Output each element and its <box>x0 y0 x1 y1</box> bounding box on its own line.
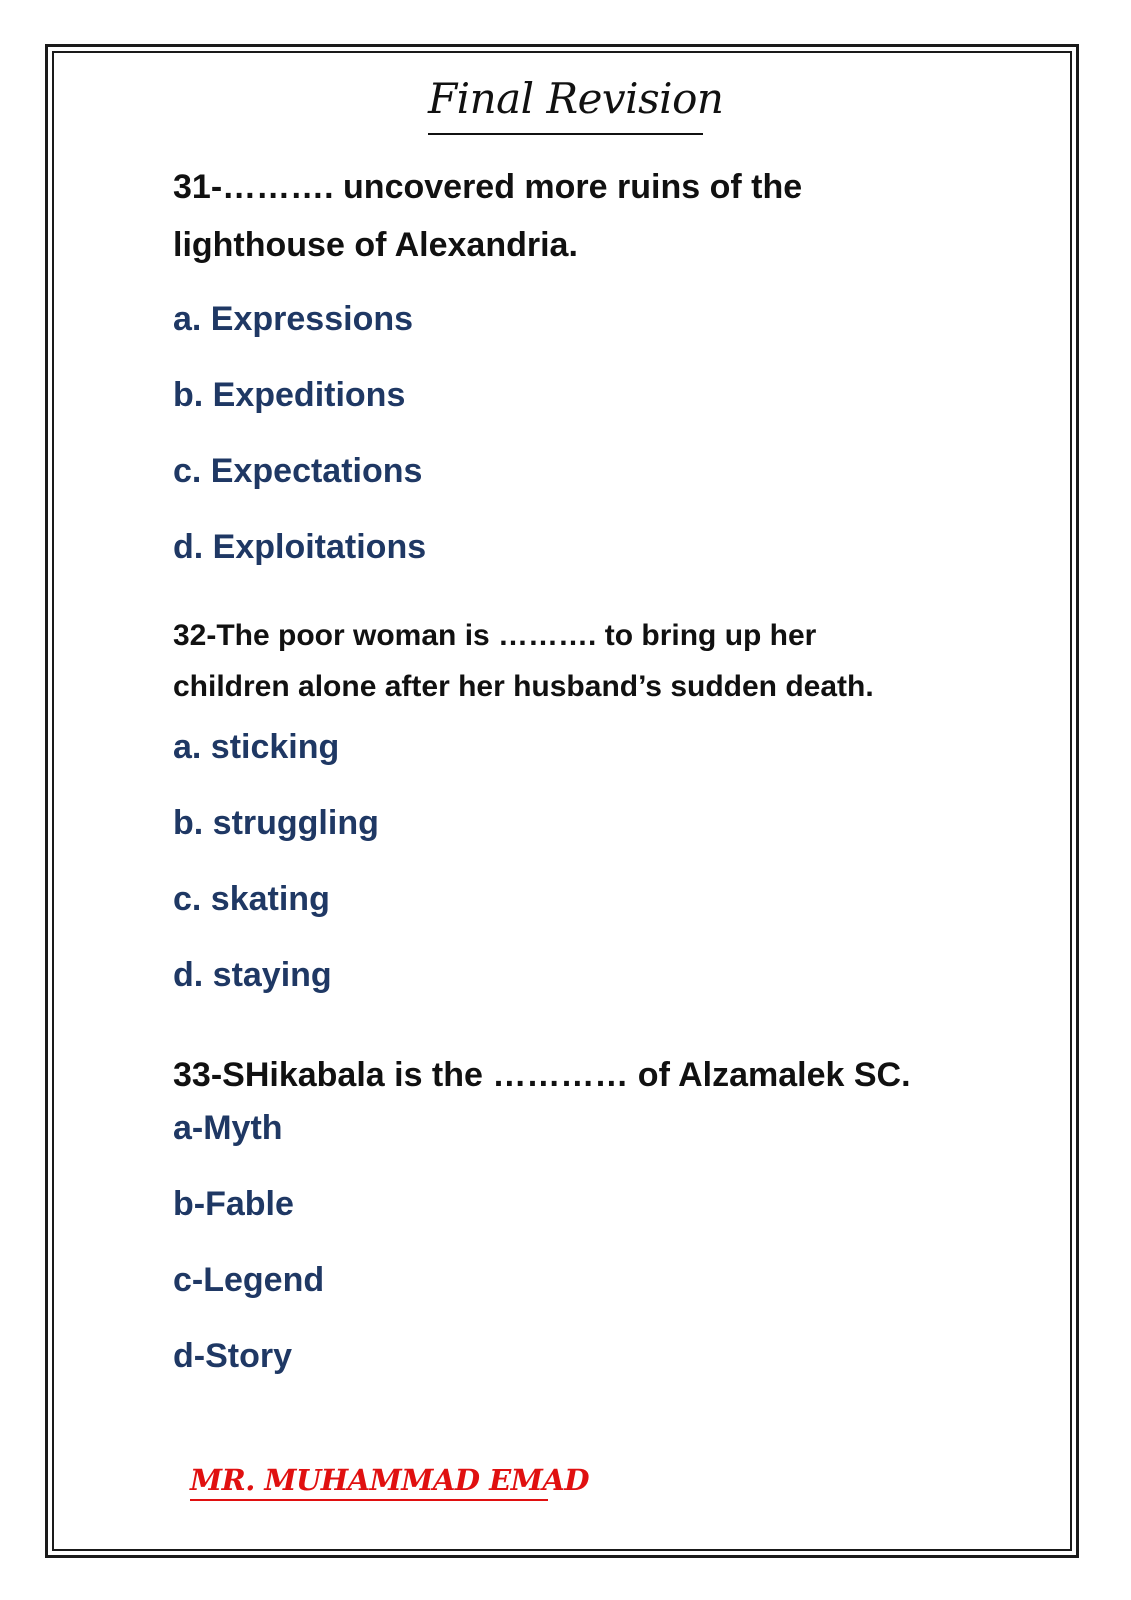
option-32-c[interactable]: c. skating <box>173 880 330 918</box>
option-33-d[interactable]: d-Story <box>173 1337 292 1375</box>
question-32 <box>173 610 874 712</box>
question-stem-line: 32-The poor woman is ………. to bring up her <box>173 619 817 652</box>
author-signature: MR. MUHAMMAD EMAD <box>190 1463 589 1497</box>
question-31 <box>173 158 802 274</box>
option-32-a[interactable]: a. sticking <box>173 728 340 766</box>
question-33 <box>173 1050 911 1100</box>
option-31-a[interactable]: a. Expressions <box>173 300 414 338</box>
option-33-a[interactable]: a-Myth <box>173 1109 283 1147</box>
question-stem-line: children alone after her husband’s sudden death. <box>173 670 874 703</box>
page-border-inner <box>52 51 1072 1551</box>
question-stem-line: 33-SHikabala is the ………… of Alzamalek SC. <box>173 1056 911 1094</box>
option-32-d[interactable]: d. staying <box>173 956 332 994</box>
question-stem-line: 31-………. uncovered more ruins of the <box>173 168 803 206</box>
option-31-d[interactable]: d. Exploitations <box>173 528 427 566</box>
option-32-b[interactable]: b. struggling <box>173 804 379 842</box>
option-33-c[interactable]: c-Legend <box>173 1261 325 1299</box>
author-underline <box>190 1499 548 1501</box>
page-title: Final Revision <box>428 74 724 123</box>
option-31-b[interactable]: b. Expeditions <box>173 376 406 414</box>
option-31-c[interactable]: c. Expectations <box>173 452 423 490</box>
title-underline <box>428 133 703 135</box>
question-stem-line: lighthouse of Alexandria. <box>173 226 578 264</box>
option-33-b[interactable]: b-Fable <box>173 1185 294 1223</box>
